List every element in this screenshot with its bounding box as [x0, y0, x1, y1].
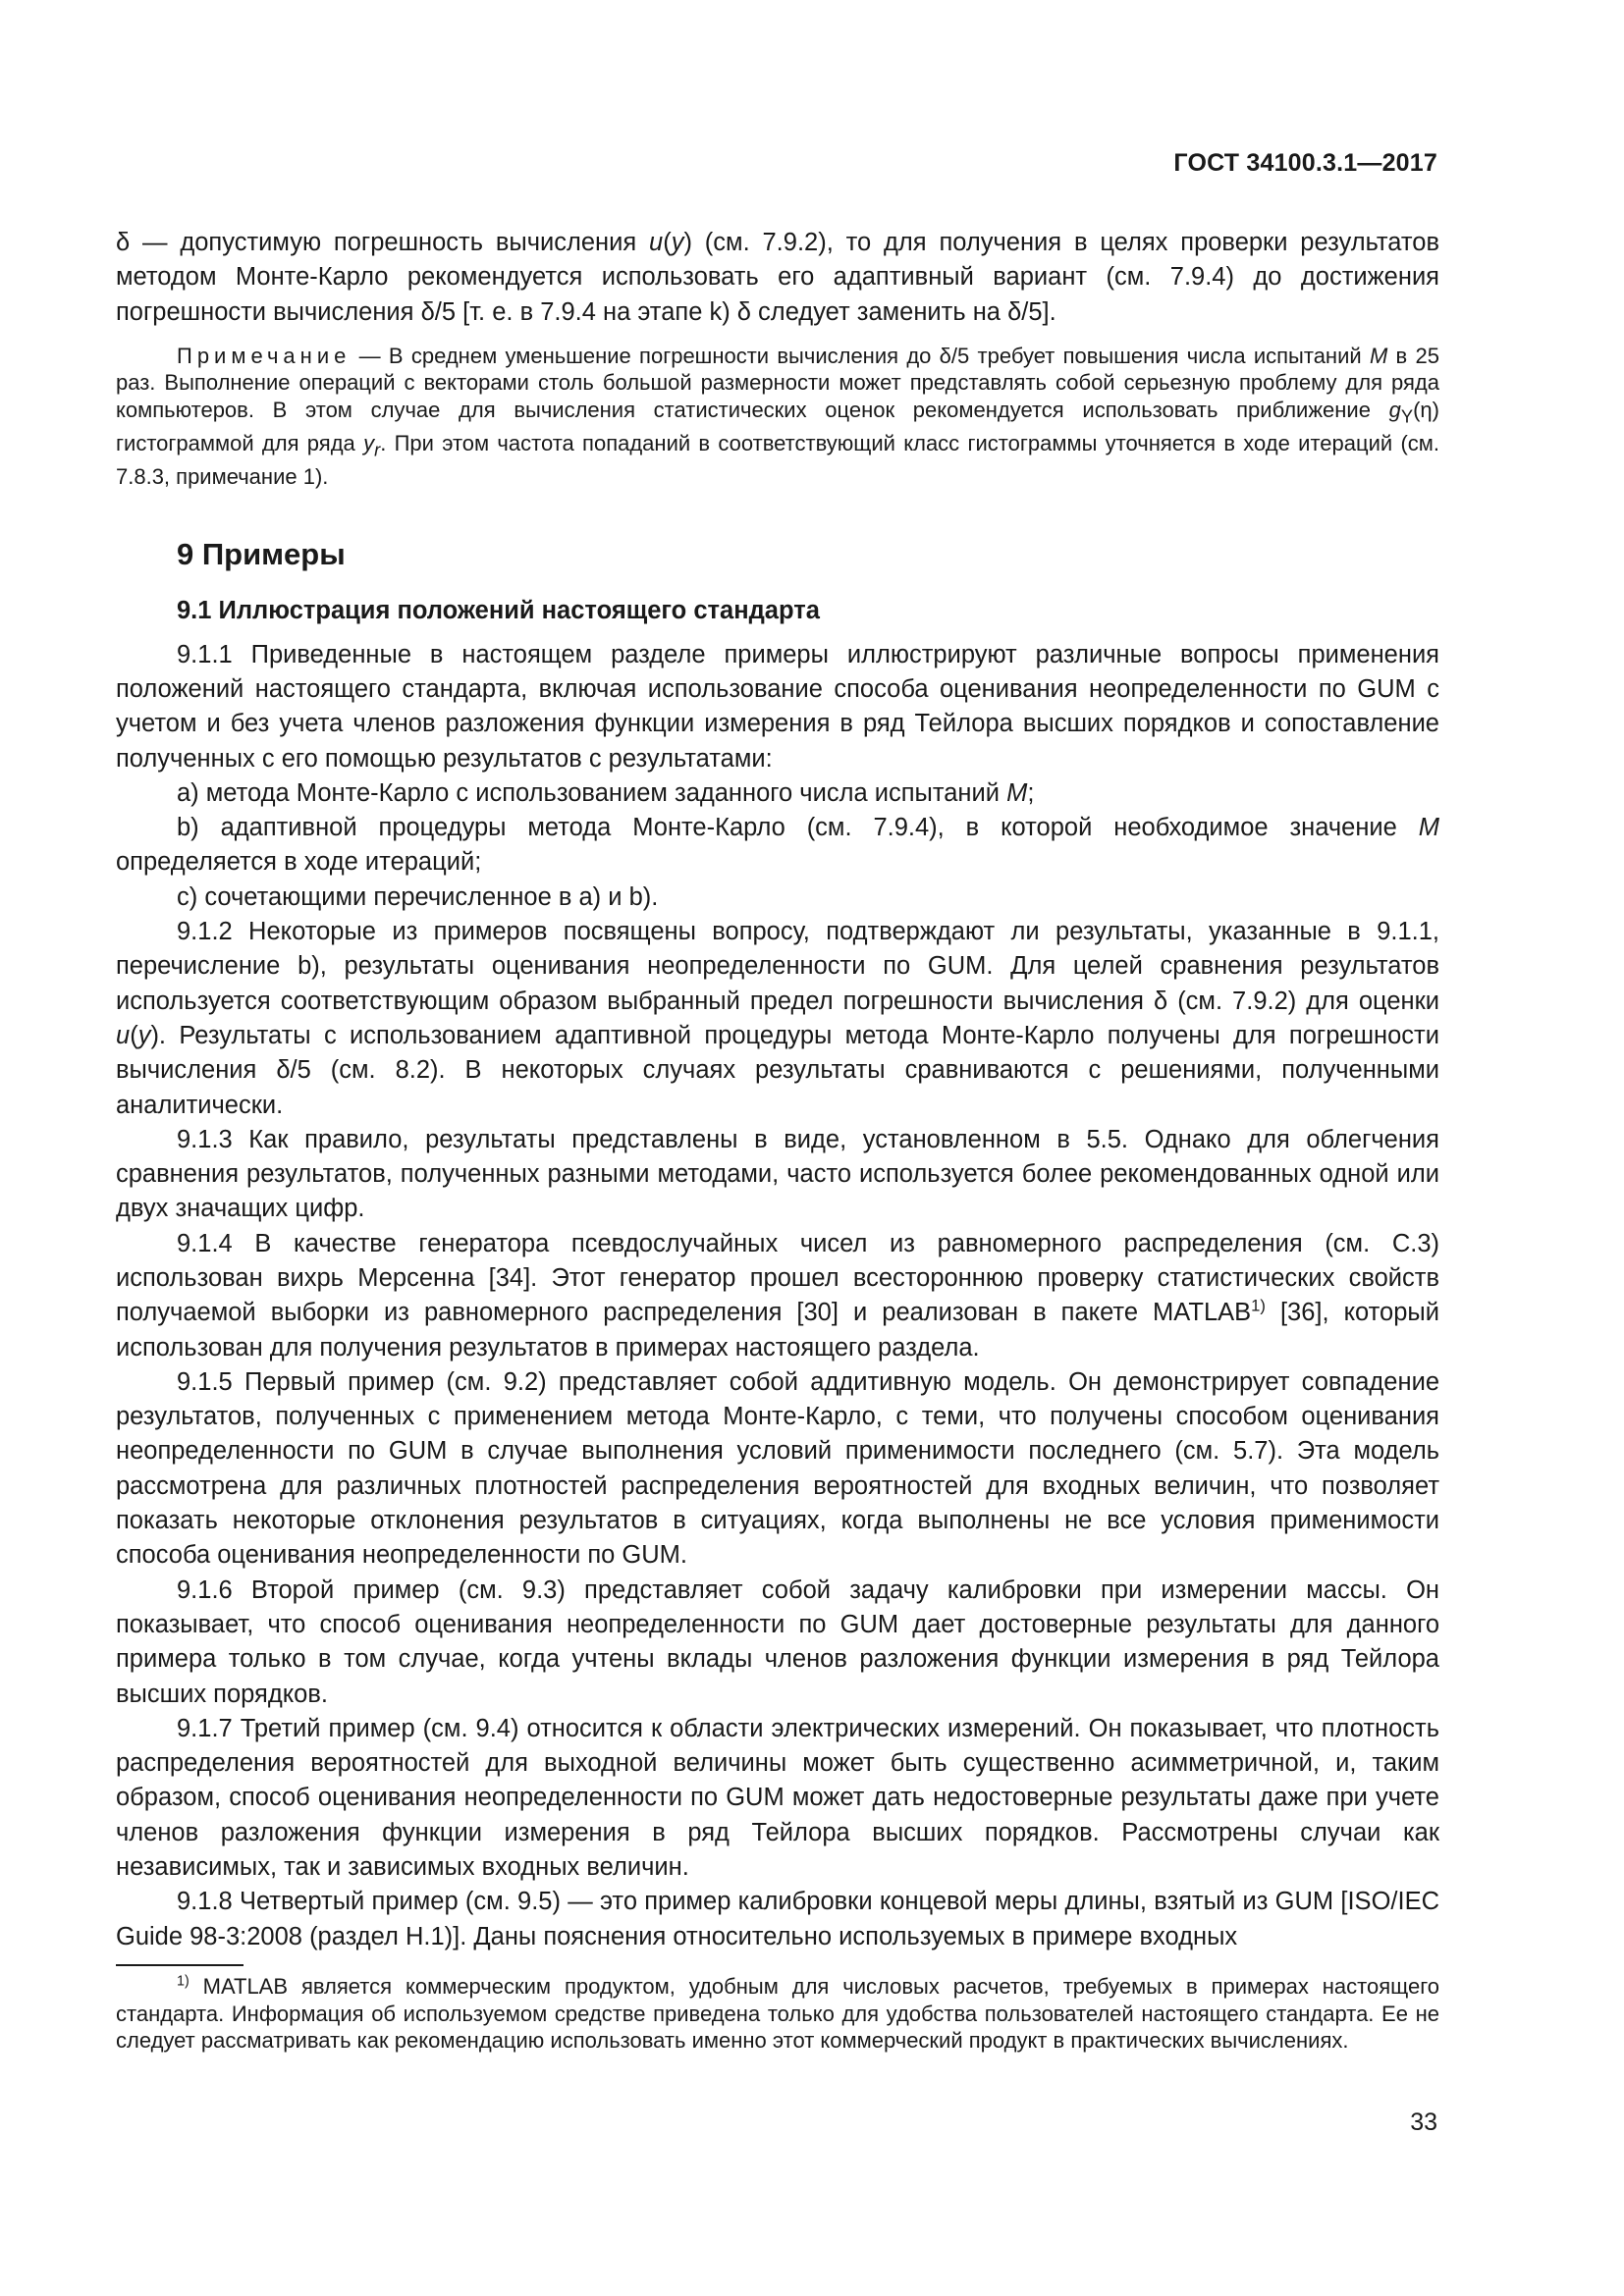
footnote-divider — [116, 1964, 244, 1966]
note-label: Примечание — [177, 343, 352, 368]
paragraph-9-1-7: 9.1.7 Третий пример (см. 9.4) относится к области электрических измерений. Он показывает, что плотность распределения вероятностей для выходной величины может быть существенно асимметричной, и, таким образом, способ оценивания неопределенности по GUM может дать недостоверные результаты даже при учете членов разложения функции измерения в ряд Тейлора высших порядков. Рассмотрены случаи как независимых, так и зависимых входных величин. — [116, 1714, 1439, 1882]
list-item-b: b) адаптивной процедуры метода Монте-Карло (см. 7.9.4), в которой необходимое значение M определяется в ходе итераций; — [116, 814, 1439, 877]
document-header: ГОСТ 34100.3.1—2017 — [1173, 149, 1437, 177]
subsection-title: 9.1 Иллюстрация положений настоящего стандарта — [177, 596, 820, 624]
page-number: 33 — [1410, 2109, 1437, 2136]
footnote-reference: 1) — [1251, 1296, 1266, 1315]
list-item-a: a) метода Монте-Карло с использованием заданного числа испытаний M; — [177, 778, 1035, 807]
list-item-c: c) сочетающими перечисленное в a) и b). — [177, 882, 659, 911]
footnote: $^{1)}$ MATLAB является коммерческим продуктом, удобным для числовых расчетов, требуемых в примерах настоящего стандарта. Информация об используемом средстве приведена только для удобства пользователей настоящего стандарта. Ее не следует рассматривать как рекомендацию использовать именно этот коммерческий продукт в практических вычислениях. — [116, 1973, 1439, 2054]
intro-paragraph: δ — допустимую погрешность вычисления u(y) (см. 7.9.2), то для получения в целях проверки результатов методом Монте-Карло рекомендуется использовать его адаптивный вариант (см. 7.9.4) до достижения погрешности вычисления δ/5 [т. е. в 7.9.4 на этапе k) δ следует заменить на δ/5]. — [116, 229, 1439, 326]
footnote-mark: 1) — [177, 1973, 189, 1990]
paragraph-9-1-1: 9.1.1 Приведенные в настоящем разделе примеры иллюстрируют различные вопросы применения положений настоящего стандарта, включая использование способа оценивания неопределенности по GUM с учетом и без учета членов разложения функции измерения в ряд Тейлора высших порядков и сопоставление полученных с его помощью результатов с результатами: — [116, 640, 1439, 773]
paragraph-9-1-6: 9.1.6 Второй пример (см. 9.3) представляет собой задачу калибровки при измерении массы. Он показывает, что способ оценивания неопределенности по GUM дает достоверные результаты для данного примера только в том случае, когда учтены вклады членов разложения функции измерения в ряд Тейлора высших порядков. — [116, 1575, 1439, 1708]
paragraph-9-1-2: 9.1.2 Некоторые из примеров посвящены вопросу, подтверждают ли результаты, указанные в 9.1.1, перечисление b), результаты оценивания неопределенности по GUM. Для целей сравнения результатов используется соответствующим образом выбранный предел погрешности вычисления δ (см. 7.9.2) для оценки u(y). Результаты с использованием адаптивной процедуры метода Монте-Карло получены для погрешности вычисления δ/5 (см. 8.2). В некоторых случаях результаты сравниваются с решениями, полученными аналитически. — [116, 918, 1439, 1119]
page-body — [116, 226, 1439, 1954]
paragraph-9-1-5: 9.1.5 Первый пример (см. 9.2) представляет собой аддитивную модель. Он демонстрирует совпадение результатов, полученных с применением метода Монте-Карло, с теми, что получены способом оценивания неопределенности по GUM в случае выполнения условий применимости последнего (см. 5.7). Эта модель рассмотрена для различных плотностей распределения вероятностей для входных величин, что позволяет показать некоторые отклонения результатов в ситуациях, когда выполнены не все условия применимости способа оценивания неопределенности по GUM. — [116, 1367, 1439, 1570]
paragraph-9-1-8: 9.1.8 Четвертый пример (см. 9.5) — это пример калибровки концевой меры длины, взятый из GUM [ISO/IEC Guide 98-3:2008 (раздел Н.1)]. Даны пояснения относительно используемых в примере входных — [116, 1888, 1439, 1950]
paragraph-9-1-4: 9.1.4 В качестве генератора псевдослучайных чисел из равномерного распределения (см. С.3) использован вихрь Мерсенна [34]. Этот генератор прошел всестороннюю проверку статистических свойств получаемой выборки из равномерного распределения [30] и реализован в пакете MATLAB$^{1)}$ [36], который использован для получения результатов в примерах настоящего раздела. — [116, 1229, 1439, 1362]
section-title: 9 Примеры — [177, 536, 346, 571]
note-paragraph: Примечание — В среднем уменьшение погрешности вычисления до δ/5 требует повышения числа испытаний M в 25 раз. Выполнение операций с векторами столь большой размерности может представлять собой серьезную проблему для ряда компьютеров. В этом случае для вычисления статистических оценок рекомендуется использовать приближение $g_Y(\eta)$ гистограммой для ряда $y_r$. При этом частота попаданий в соответствующий класс гистограммы уточняется в ходе итераций (см. 7.8.3, примечание 1). — [116, 343, 1440, 490]
paragraph-9-1-3: 9.1.3 Как правило, результаты представлены в виде, установленном в 5.5. Однако для облегчения сравнения результатов, полученных разными методами, часто используется более рекомендованных одной или двух значащих цифр. — [116, 1125, 1439, 1223]
